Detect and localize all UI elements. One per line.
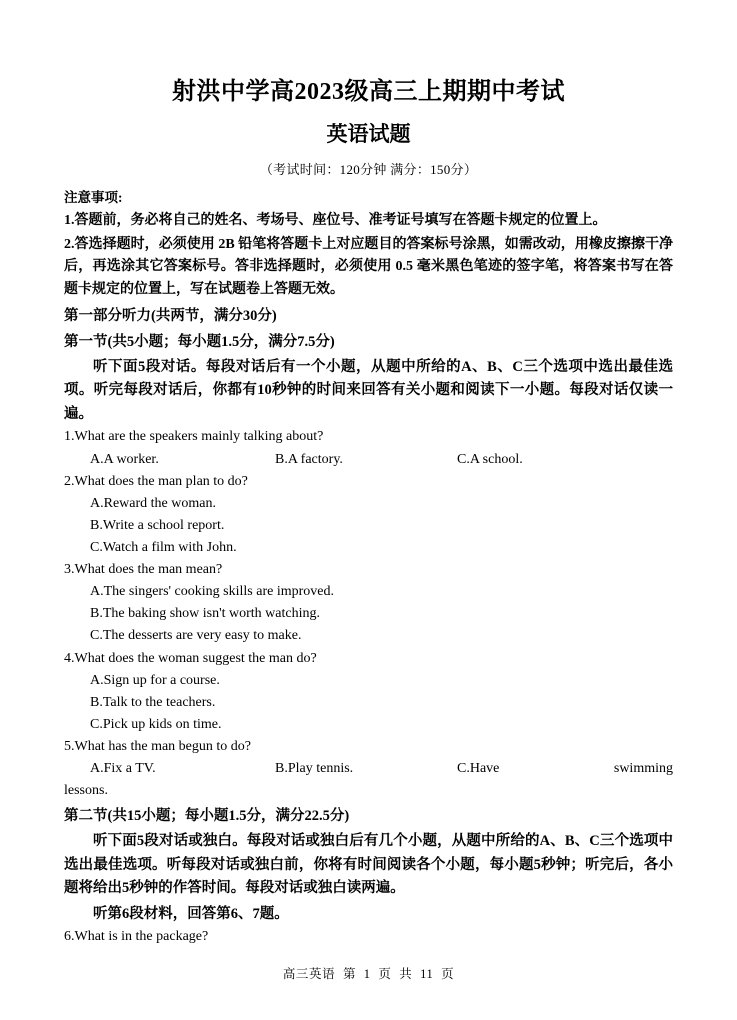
page-subtitle: 英语试题: [326, 121, 411, 146]
footer-page-unit: 页: [378, 967, 392, 981]
section-one-directions: 听下面5段对话。每段对话后有一个小题，从题中所给的A、B、C三个选项中选出最佳选项。听完每段对话后，你都有10秒钟的时间来回答有关小题和阅读下一小题。每段对话仅读一遍。: [64, 358, 673, 422]
option-a: A.Sign up for a course.: [90, 672, 220, 688]
question-number: 5.: [64, 738, 75, 754]
question-text: What are the speakers mainly talking about?: [74, 429, 324, 445]
question-stem: [64, 426, 673, 448]
option-c: C.The desserts are very easy to make.: [90, 628, 302, 644]
option-a: A.Fix a TV.: [90, 761, 156, 777]
option-c-text: C.Have: [457, 761, 500, 777]
section-two-directions: 听下面5段对话或独白。每段对话或独白后有几个小题，从题中所给的A、B、C三个选项中选出最佳选项。听每段对话或独白前，你将有时间阅读各个小题，每小题5秒钟；听完后，各小题将给出5秒钟的作答时间。每段对话或独白读两遍。: [64, 833, 673, 897]
question-number: 2.: [64, 473, 75, 489]
option-c-wrap: lessons.: [64, 783, 108, 799]
notice-item-2: 2.答选择题时，必须使用 2B 铅笔将答题卡上对应题目的答案标号涂黑，如需改动，用橡皮擦擦干净后，再选涂其它答案标号。答非选择题时，必须使用 0.5 毫米黑色笔迹的签字笔，将答案书写在答题卡规定的位置上，写在试题卷上答题无效。: [64, 236, 673, 297]
footer-page-label: 第: [342, 967, 357, 981]
section-two-heading: 第二节(共15小题；每小题1.5分，满分22.5分): [64, 808, 350, 825]
option-b: B.Write a school report.: [90, 517, 225, 533]
option-b: B.A factory.: [275, 451, 343, 467]
material-six-heading: 听第6段材料，回答第6、7题。: [93, 905, 289, 922]
option-a: A.The singers' cooking skills are improved.: [90, 584, 334, 600]
exam-meta: （考试时间：120分钟 满分：150分）: [259, 161, 478, 177]
option-b: B.The baking show isn't worth watching.: [90, 606, 320, 622]
option-c: [457, 758, 673, 780]
question-text: What is in the package?: [74, 929, 209, 945]
question-stem: [64, 736, 673, 758]
question-text: What does the man plan to do?: [74, 473, 248, 489]
question-stem: [64, 648, 673, 670]
page-footer: [0, 964, 737, 982]
option-a: A.Reward the woman.: [90, 495, 216, 511]
option-c: C.Pick up kids on time.: [90, 716, 222, 732]
option-a: A.A worker.: [90, 451, 159, 467]
question-text: What does the woman suggest the man do?: [74, 650, 317, 666]
question-stem: [64, 926, 673, 948]
option-row: [64, 449, 673, 471]
question-stem: [64, 471, 673, 493]
option-b: B.Play tennis.: [275, 761, 354, 777]
question-text: What does the man mean?: [74, 562, 223, 578]
option-row: [64, 758, 673, 780]
part-one-heading: 第一部分听力(共两节，满分30分): [64, 307, 277, 324]
question-text: What has the man begun to do?: [74, 738, 252, 754]
footer-total-unit: 页: [441, 967, 455, 981]
option-b: B.Talk to the teachers.: [90, 694, 216, 710]
option-c-trailing: swimming: [613, 761, 673, 777]
footer-total-pages: 11: [420, 967, 434, 981]
footer-page-number: 1: [363, 967, 371, 981]
page-title: 射洪中学高2023级高三上期期中考试: [172, 79, 565, 105]
question-number: 1.: [64, 429, 75, 445]
question-number: 3.: [64, 562, 75, 578]
footer-total-label: 共: [399, 967, 413, 981]
notice-item-1: 1.答题前，务必将自己的姓名、考场号、座位号、准考证号填写在答题卡规定的位置上。: [64, 212, 607, 228]
notice-title: 注意事项:: [64, 189, 123, 205]
option-c: C.A school.: [457, 451, 523, 467]
question-number: 6.: [64, 929, 75, 945]
footer-subject: 高三英语: [282, 967, 336, 981]
question-stem: [64, 559, 673, 581]
question-number: 4.: [64, 650, 75, 666]
section-one-heading: 第一节(共5小题；每小题1.5分，满分7.5分): [64, 333, 335, 350]
option-c: C.Watch a film with John.: [90, 539, 237, 555]
